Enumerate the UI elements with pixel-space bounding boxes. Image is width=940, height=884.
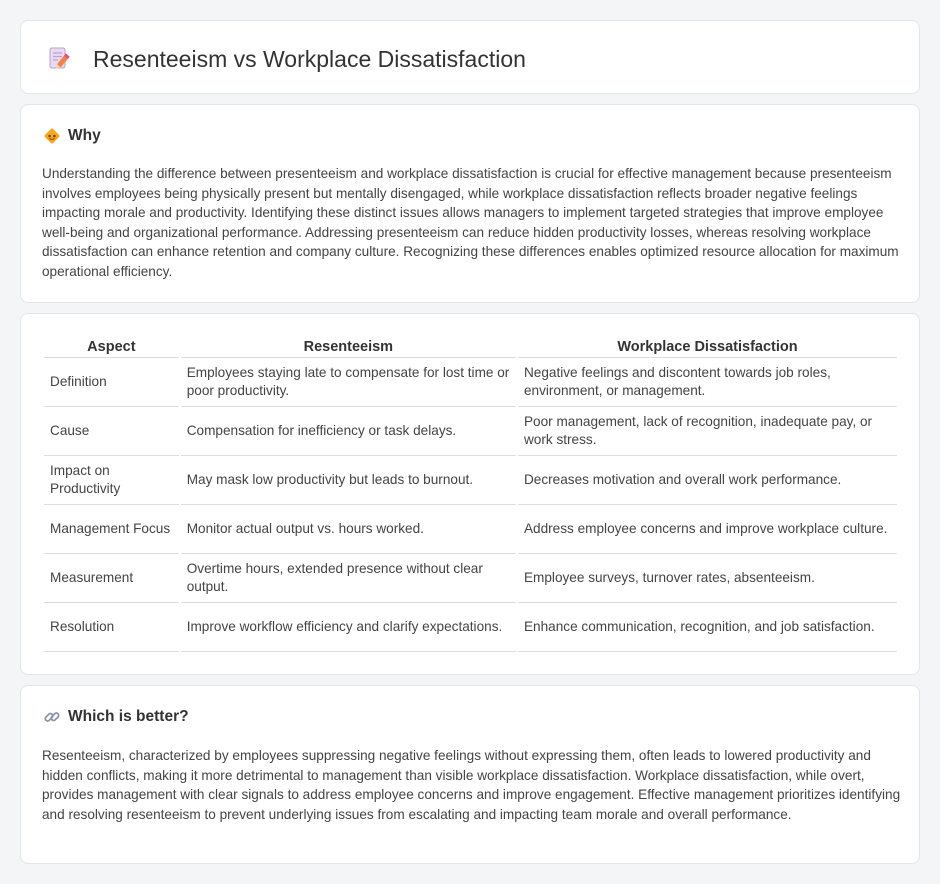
comparison-table — [42, 334, 899, 652]
table-row — [44, 456, 897, 505]
resenteeism-cell: Compensation for inefficiency or task delays. — [181, 407, 516, 456]
aspect-cell: Measurement — [44, 554, 179, 603]
aspect-cell: Impact on Productivity — [44, 456, 179, 505]
aspect-cell: Definition — [44, 358, 179, 407]
why-title: Why — [68, 127, 101, 144]
page-title: Resenteeism vs Workplace Dissatisfaction — [93, 45, 526, 72]
better-text: Resenteeism, characterized by employees suppressing negative feelings without expressing them, often leads to lowered productivity and hidden conflicts, making it more detrimental to management than visible workplace dissatisfaction. Workplace dissatisfaction, while overt, provides management with clear signals to address employee concerns and improve engagement. Effective management prioritizes identifying and resolving resenteeism to prevent underlying issues from escalating and impacting team morale and overall performance. — [42, 748, 901, 822]
better-title: Which is better? — [68, 708, 189, 725]
resenteeism-cell: Overtime hours, extended presence without clear output. — [181, 554, 516, 603]
link-icon — [43, 708, 61, 726]
resenteeism-cell: Employees staying late to compensate for lost time or poor productivity. — [181, 358, 516, 407]
table-header-row — [44, 334, 897, 358]
header-resenteeism: Resenteeism — [181, 334, 516, 358]
resenteeism-cell: Improve workflow efficiency and clarify expectations. — [181, 603, 516, 652]
dissatisfaction-cell: Address employee concerns and improve workplace culture. — [518, 505, 897, 554]
table-row — [44, 554, 897, 603]
why-text: Understanding the difference between presenteeism and workplace dissatisfaction is crucial for effective management because presenteeism involves employees being physically present but mentally disengaged, while workplace dissatisfaction reflects broader negative feelings impacting morale and productivity. Identifying these distinct issues allows managers to implement targeted strategies that improve employee well-being and organizational performance. Addressing presenteeism can reduce hidden productivity losses, whereas resolving workplace dissatisfaction can enhance retention and company culture. Recognizing these differences enables optimized resource allocation for maximum operational efficiency. — [42, 166, 899, 279]
table-row — [44, 505, 897, 554]
table-row — [44, 603, 897, 652]
dissatisfaction-cell: Poor management, lack of recognition, inadequate pay, or work stress. — [518, 407, 897, 456]
table-row — [44, 358, 897, 407]
header-aspect: Aspect — [44, 334, 179, 358]
why-heading — [43, 125, 101, 147]
aspect-cell: Cause — [44, 407, 179, 456]
why-section — [20, 104, 920, 303]
dissatisfaction-cell: Enhance communication, recognition, and job satisfaction. — [518, 603, 897, 652]
diamond-badge-icon — [43, 127, 61, 145]
resenteeism-cell: May mask low productivity but leads to burnout. — [181, 456, 516, 505]
title-row — [45, 41, 526, 77]
which-is-better-section — [20, 685, 920, 864]
better-heading — [43, 706, 189, 728]
comparison-section — [20, 313, 920, 675]
dissatisfaction-cell: Employee surveys, turnover rates, absenteeism. — [518, 554, 897, 603]
document-pencil-icon — [45, 45, 73, 73]
dissatisfaction-cell: Decreases motivation and overall work performance. — [518, 456, 897, 505]
dissatisfaction-cell: Negative feelings and discontent towards job roles, environment, or management. — [518, 358, 897, 407]
header-card — [20, 20, 920, 94]
table-row — [44, 407, 897, 456]
aspect-cell: Management Focus — [44, 505, 179, 554]
header-workplace-dissatisfaction: Workplace Dissatisfaction — [518, 334, 897, 358]
aspect-cell: Resolution — [44, 603, 179, 652]
resenteeism-cell: Monitor actual output vs. hours worked. — [181, 505, 516, 554]
